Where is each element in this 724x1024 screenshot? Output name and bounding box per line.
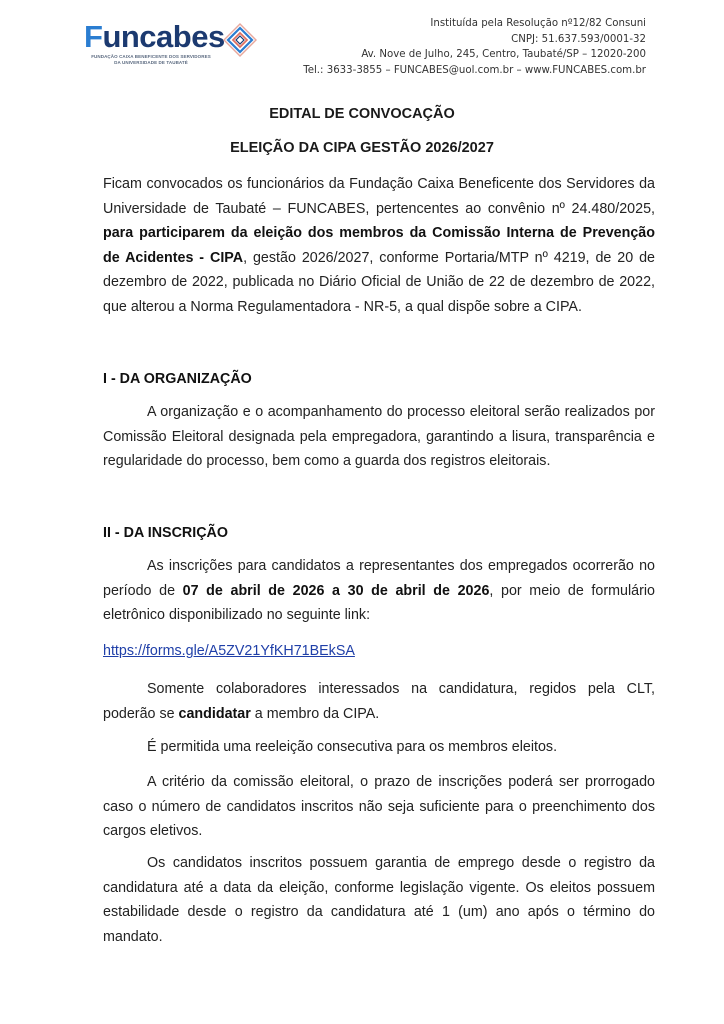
logo-rest: uncabes bbox=[102, 19, 225, 54]
inscricao-text-1: As inscrições para candidatos a representantes dos empregados ocorrerão no período de bbox=[103, 558, 655, 599]
stability-paragraph: Os candidatos inscritos possuem garantia de emprego desde o registro da candidatura até a data da eleição, conforme legislação vigente. Os eleitos possuem estabilidade desde o registro da candidatura até 1 (um) ano após o término do mandato. bbox=[103, 855, 655, 945]
funcabes-logo bbox=[84, 20, 264, 70]
eligibility-text-2: a membro da CIPA. bbox=[250, 705, 380, 722]
inscricao-dates: 07 de abril de 2026 a 30 de abril de 2026 bbox=[182, 582, 490, 599]
organizacao-paragraph: A organização e o acompanhamento do processo eleitoral serão realizados por Comissão Eleitoral designada pela empregadora, garantindo a lisura, transparência e regularidade do processo, bem como a guarda dos registros eleitorais. bbox=[103, 404, 655, 470]
logo-subtitle-line1: FUNDAÇÃO CAIXA BENEFICENTE DOS SERVIDORES bbox=[91, 54, 211, 59]
intro-bold: para participarem da eleição dos membros da Comissão Interna de Prevenção de Acidentes - CIPA bbox=[103, 225, 655, 266]
intro-text-1: Ficam convocados os funcionários da Fundação Caixa Beneficente dos Servidores da Universidade de Taubaté – FUNCABES, pertencentes ao convênio nº 24.480/2025, bbox=[103, 176, 655, 217]
registration-form-link[interactable]: https://forms.gle/A5ZV21YfKH71BEkSA bbox=[103, 643, 355, 659]
intro-paragraph bbox=[103, 172, 655, 320]
logo-subtitle bbox=[87, 54, 215, 65]
eligibility-paragraph bbox=[103, 677, 655, 726]
inscricao-paragraph bbox=[103, 554, 655, 628]
cnpj-line: CNPJ: 51.637.593/0001-32 bbox=[511, 33, 646, 45]
eligibility-bold: candidatar bbox=[178, 705, 251, 722]
document-title: EDITAL DE CONVOCAÇÃO bbox=[269, 106, 455, 122]
logo-initial: F bbox=[84, 19, 103, 54]
section-heading-inscricao: II - DA INSCRIÇÃO bbox=[103, 525, 228, 541]
reelection-paragraph: É permitida uma reeleição consecutiva para os membros eleitos. bbox=[147, 739, 558, 755]
intro-text-2: , gestão 2026/2027, conforme Portaria/MTP nº 4219, de 20 de dezembro de 2022, publicada no Diário Oficial de União de 22 de dezembro de 2022, que alterou a Norma Regulamentadora - NR-5, a qual dispõe sobre a CIPA. bbox=[103, 249, 655, 315]
document-subtitle: ELEIÇÃO DA CIPA GESTÃO 2026/2027 bbox=[230, 140, 494, 156]
institution-info bbox=[303, 16, 646, 78]
logo-subtitle-line2: DA UNIVERSIDADE DE TAUBATÉ bbox=[114, 59, 188, 65]
section-heading-organizacao: I - DA ORGANIZAÇÃO bbox=[103, 371, 252, 387]
logo-wordmark bbox=[84, 20, 225, 54]
extension-paragraph: A critério da comissão eleitoral, o prazo de inscrições poderá ser prorrogado caso o número de candidatos inscritos não seja suficiente para o preenchimento dos cargos eletivos. bbox=[103, 774, 655, 840]
resolution-line: Instituída pela Resolução nº12/82 Consuni bbox=[430, 18, 646, 29]
contact-line: Tel.: 3633-3855 – FUNCABES@uol.com.br – www.FUNCABES.com.br bbox=[303, 64, 646, 76]
address-line: Av. Nove de Julho, 245, Centro, Taubaté/SP – 12020-200 bbox=[361, 49, 646, 60]
diamond-logo-icon bbox=[222, 22, 258, 58]
inscricao-text-2: , por meio de formulário eletrônico disponibilizado no seguinte link: bbox=[103, 582, 655, 624]
eligibility-text-1: Somente colaboradores interessados na candidatura, regidos pela CLT, poderão se bbox=[103, 681, 655, 722]
